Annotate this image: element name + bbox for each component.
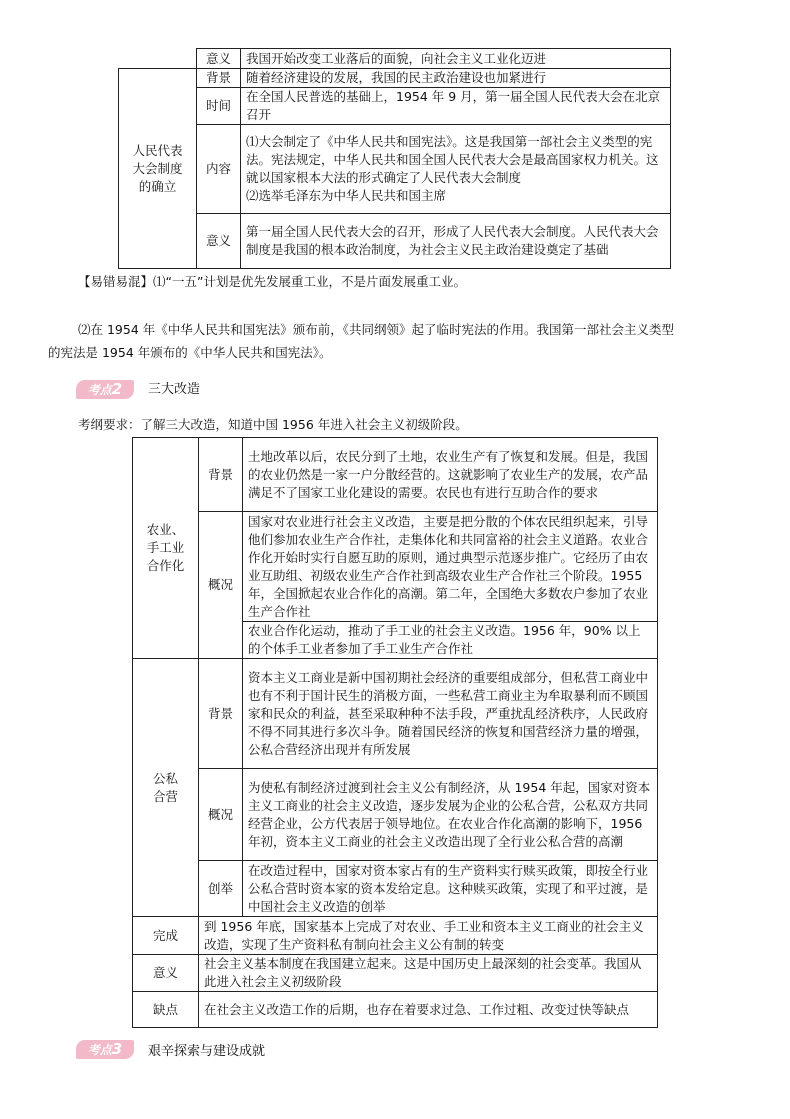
row-label: 意义 (197, 214, 241, 269)
table-row (119, 214, 671, 269)
row-content: ⑴大会制定了《中华人民共和国宪法》。这是我国第一部社会主义类型的宪法。宪法规定，中华人民共和国全国人民代表大会是最高国家权力机关。这就以国家根本大法的形式确定了人民代表大会制度 (246, 134, 659, 185)
table-row (119, 49, 671, 69)
group-label: 农业、手工业合作化 (133, 438, 199, 659)
requirement: 考纲要求：了解三大改造，知道中国 1956 年进入社会主义初级阶段。 (78, 417, 468, 432)
row-label: 意义 (133, 955, 199, 992)
table-row (119, 125, 671, 214)
group-label: 人民代表大会制度的确立 (119, 69, 197, 269)
table-row (133, 992, 658, 1028)
row-label: 缺点 (133, 992, 199, 1028)
row-content: 第一届全国人民代表大会的召开，形成了人民代表大会制度。人民代表大会制度是我国的根本政治制度，为社会主义民主政治建设奠定了基础 (241, 214, 671, 269)
table-row (133, 769, 658, 861)
table-row (133, 861, 658, 917)
row-label: 内容 (197, 125, 241, 214)
row-label: 概况 (199, 512, 243, 659)
table-row (119, 88, 671, 125)
row-content: 社会主义基本制度在我国建立起来。这是中国历史上最深刻的社会变革。我国从此进入社会主义初级阶段 (199, 955, 658, 992)
table-row (133, 659, 658, 769)
row-label: 完成 (133, 917, 199, 955)
row-label: 概况 (199, 769, 243, 861)
row-content: 国家对农业进行社会主义改造，主要是把分散的个体农民组织起来，引导他们参加农业生产合作社，走集体化和共同富裕的社会主义道路。农业合作化开始时实行自愿互助的原则，通过典型示范逐步推广。它经历了由农业互助组、初级农业生产合作社到高级农业生产合作社三个阶段。1955 年，全国掀起农业合作化的高潮。第二年，全国绝大多数农户参加了农业生产合作社 (243, 512, 658, 622)
table-row (133, 955, 658, 992)
note-line: 的宪法是 1954 年颁布的《中华人民共和国宪法》。 (48, 345, 332, 360)
table-npc (118, 48, 671, 269)
kaodian-badge: 考点3 (76, 1040, 134, 1059)
section-title: 三大改造 (148, 382, 201, 397)
row-label: 意义 (197, 49, 241, 69)
note-line: 【易错易混】⑴“一五”计划是优先发展重工业，不是片面发展重工业。 (78, 274, 466, 289)
group-label: 公私合营 (133, 659, 199, 917)
kaodian-badge: 考点2 (76, 380, 134, 399)
table-row (133, 917, 658, 955)
row-content: 在全国人民普选的基础上，1954 年 9 月，第一届全国人民代表大会在北京召开 (241, 88, 671, 125)
row-content: 农业合作化运动，推动了手工业的社会主义改造。1956 年，90% 以上的个体手工业者参加了手工业生产合作社 (243, 622, 658, 659)
row-label: 时间 (197, 88, 241, 125)
row-label: 背景 (199, 438, 243, 512)
table-row (133, 512, 658, 622)
row-content: 资本主义工商业是新中国初期社会经济的重要组成部分，但私营工商业中也有不利于国计民生的消极方面，一些私营工商业主为牟取暴利而不顾国家和民众的利益，甚至采取种种不法手段，严重扰乱经济秩序，人民政府不得不同其进行多次斗争。随着国民经济的恢复和国营经济力量的增强，公私合营经济出现并有所发展 (243, 659, 658, 769)
row-content: ⑵选举毛泽东为中华人民共和国主席 (246, 188, 447, 203)
row-label: 背景 (199, 659, 243, 769)
row-content: 在改造过程中，国家对资本家占有的生产资料实行赎买政策，即按全行业公私合营时资本家的资本发给定息。这种赎买政策，实现了和平过渡，是中国社会主义改造的创举 (243, 861, 658, 917)
table-row (119, 69, 671, 88)
row-content: 我国开始改变工业落后的面貌，向社会主义工业化迈进 (241, 49, 671, 69)
table-row (133, 438, 658, 512)
note-line: ⑵在 1954 年《中华人民共和国宪法》颁布前，《共同纲领》起了临时宪法的作用。我国第一部社会主义类型 (78, 322, 675, 337)
row-content: 土地改革以后，农民分到了土地，农业生产有了恢复和发展。但是，我国的农业仍然是一家一户分散经营的。这就影响了农业生产的发展，农产品满足不了国家工业化建设的需要。农民也有进行互助合作的要求 (243, 438, 658, 512)
row-content: 为使私有制经济过渡到社会主义公有制经济，从 1954 年起，国家对资本主义工商业的社会主义改造，逐步发展为企业的公私合营，公私双方共同经营企业，公方代表居于领导地位。在农业合作化高潮的影响下，1956 年初，资本主义工商业的社会主义改造出现了全行业公私合营的高潮 (243, 769, 658, 861)
row-content: 随着经济建设的发展，我国的民主政治建设也加紧进行 (241, 69, 671, 88)
row-content: 在社会主义改造工作的后期，也存在着要求过急、工作过粗、改变过快等缺点 (199, 992, 658, 1028)
row-content: 到 1956 年底，国家基本上完成了对农业、手工业和资本主义工商业的社会主义改造，实现了生产资料私有制向社会主义公有制的转变 (199, 917, 658, 955)
section-title: 艰辛探索与建设成就 (148, 1044, 266, 1059)
row-label: 背景 (197, 69, 241, 88)
row-label: 创举 (199, 861, 243, 917)
table-transformation (132, 437, 658, 1028)
